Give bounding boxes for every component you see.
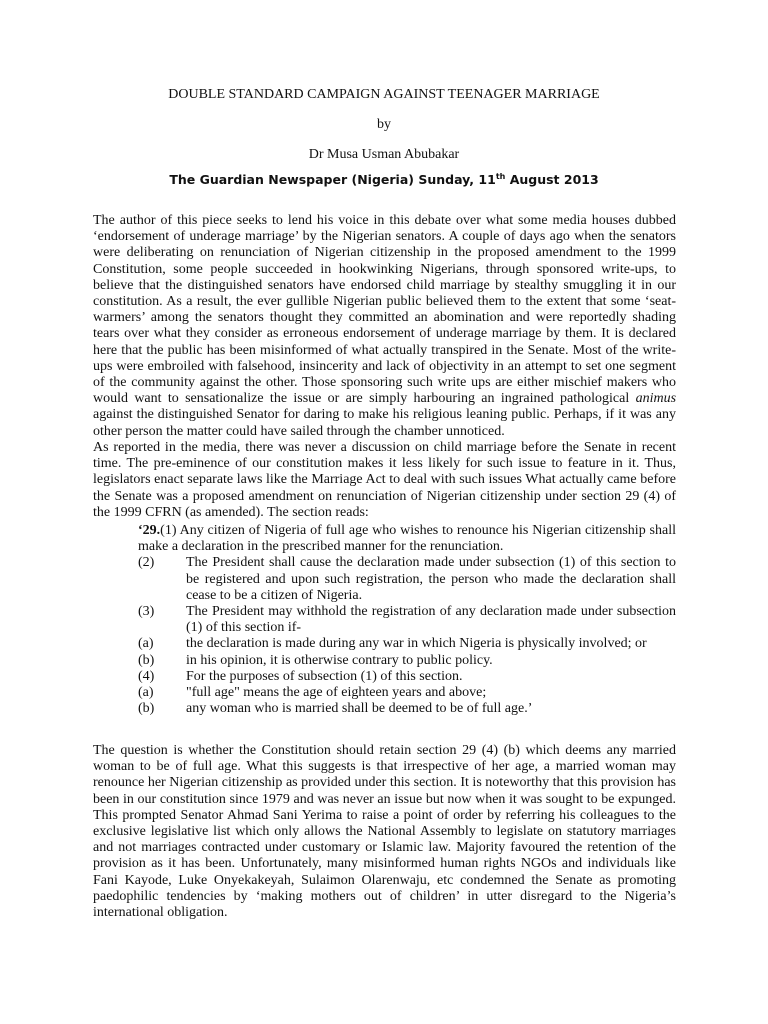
source-prefix: The Guardian Newspaper (Nigeria) Sunday, 11	[169, 172, 496, 187]
publication-source	[0, 172, 768, 188]
section-29-label: ‘29.	[138, 523, 161, 538]
paragraph-question: The question is whether the Constitution should retain section 29 (4) (b) which deems any married woman to be of full age. What this suggests is that irrespective of her age, a married woman may renounce her Nigerian citizenship as provided under this section. It is noteworthy that this provision has been in our constitution since 1979 and was never an issue but now when it was sought to be expunged. This prompted Senator Ahmad Sani Yerima to raise a point of order by referring his colleagues to the exclusive legislative list which only allows the National Assembly to legislate on statutory marriages and not marriages contracted under customary or Islamic law. Majority favoured the retention of the provision as it has been. Unfortunately, many misinformed human rights NGOs and individuals like Fani Kayode, Luke Onyekakeyah, Sulaimon Olarenwaju, etc condemned the Senate as promoting paedophilic tendencies by ‘making mothers out of children’ in utter disregard to the Nigeria’s international obligation.	[93, 743, 676, 921]
paragraph-media-report: As reported in the media, there was never a discussion on child marriage before the Senate in recent time. The pre-eminence of our constitution makes it less likely for such issue to feature in it. Thus, legislators enact separate laws like the Marriage Act to deal with such issues What actually came before the Senate was a proposed amendment on renunciation of Nigerian citizenship under section 29 (4) of the 1999 CFRN (as amended). The section reads:	[93, 440, 676, 520]
para1-part1: The author of this piece seeks to lend his voice in this debate over what some media houses dubbed ‘endorsement of underage marriage’ by the Nigerian senators. A couple of days ago when the senators were deliberating on renunciation of Nigerian citizenship in the proposed amendment to the 1999 Constitution, some people succeeded in hookwinking Nigerians, through sponsored write-ups, to believe that the distinguished senators have endorsed child marriage by stealthy smuggling it in our constitution. As a result, the ever gullible Nigerian public believed them to the extent that some ‘seat-warmers’ among the senators thought they committed an abomination and were reportedly shading tears over what they consider as erroneous endorsement of underage marriage by them. It is declared here that the public has been misinformed of what actually transpired in the Senate. Most of the write-ups were embroiled with falsehood, insincerity and lack of objectivity in an attempt to set one segment of the community against the other. Those sponsoring such write ups are either mischief makers who would want to sensationalize the issue or are simply harbouring an ingrained pathological	[93, 213, 676, 407]
quote-item	[138, 701, 676, 717]
quote-item-text: The President shall cause the declaration made under subsection (1) of this section to be registered and upon such registration, the person who made the declaration shall cease to be a citizen of Nigeria.	[186, 555, 676, 603]
quote-item-num: (4)	[138, 668, 155, 684]
byline-by: by	[377, 117, 391, 132]
author-name: Dr Musa Usman Abubakar	[308, 147, 460, 162]
quote-item	[138, 604, 676, 636]
quote-item	[138, 669, 676, 685]
para1-italic: animus	[635, 391, 677, 407]
para1-part2: against the distinguished Senator for daring to make his religious leaning public. Perhaps, if it was any other person the matter could have sailed through the chamber unnoticed.	[93, 407, 676, 439]
quote-item	[138, 653, 676, 669]
paragraph-intro	[93, 213, 676, 440]
quote-item-num: (a)	[138, 685, 154, 701]
quote-item-num: (3)	[138, 604, 155, 620]
section-29-1-text: (1) Any citizen of Nigeria of full age who wishes to renounce his Nigerian citizenship shall make a declaration in the prescribed manner for the renunciation.	[138, 523, 676, 555]
source-suffix: August 2013	[505, 172, 599, 187]
source-sup: th	[495, 171, 506, 181]
quote-item-text: The President may withhold the registration of any declaration made under subsection (1) of this section if-	[186, 604, 676, 636]
article-title: DOUBLE STANDARD CAMPAIGN AGAINST TEENAGER MARRIAGE	[168, 87, 600, 102]
quote-item	[138, 555, 676, 604]
constitution-quote	[138, 523, 676, 717]
quote-item-text: the declaration is made during any war in which Nigeria is physically involved; or	[186, 636, 647, 652]
section-29-1	[138, 523, 676, 555]
quote-item-num: (b)	[138, 652, 155, 668]
quote-item-text: in his opinion, it is otherwise contrary to public policy.	[186, 652, 493, 668]
quote-item-text: "full age" means the age of eighteen years and above;	[186, 685, 487, 701]
quote-item-num: (b)	[138, 701, 155, 717]
quote-item-num: (a)	[138, 636, 154, 652]
quote-item	[138, 685, 676, 701]
quote-item	[138, 636, 676, 652]
quote-item-num: (2)	[138, 555, 155, 571]
quote-item-text: For the purposes of subsection (1) of this section.	[186, 668, 463, 684]
quote-item-text: any woman who is married shall be deemed to be of full age.’	[186, 701, 533, 717]
